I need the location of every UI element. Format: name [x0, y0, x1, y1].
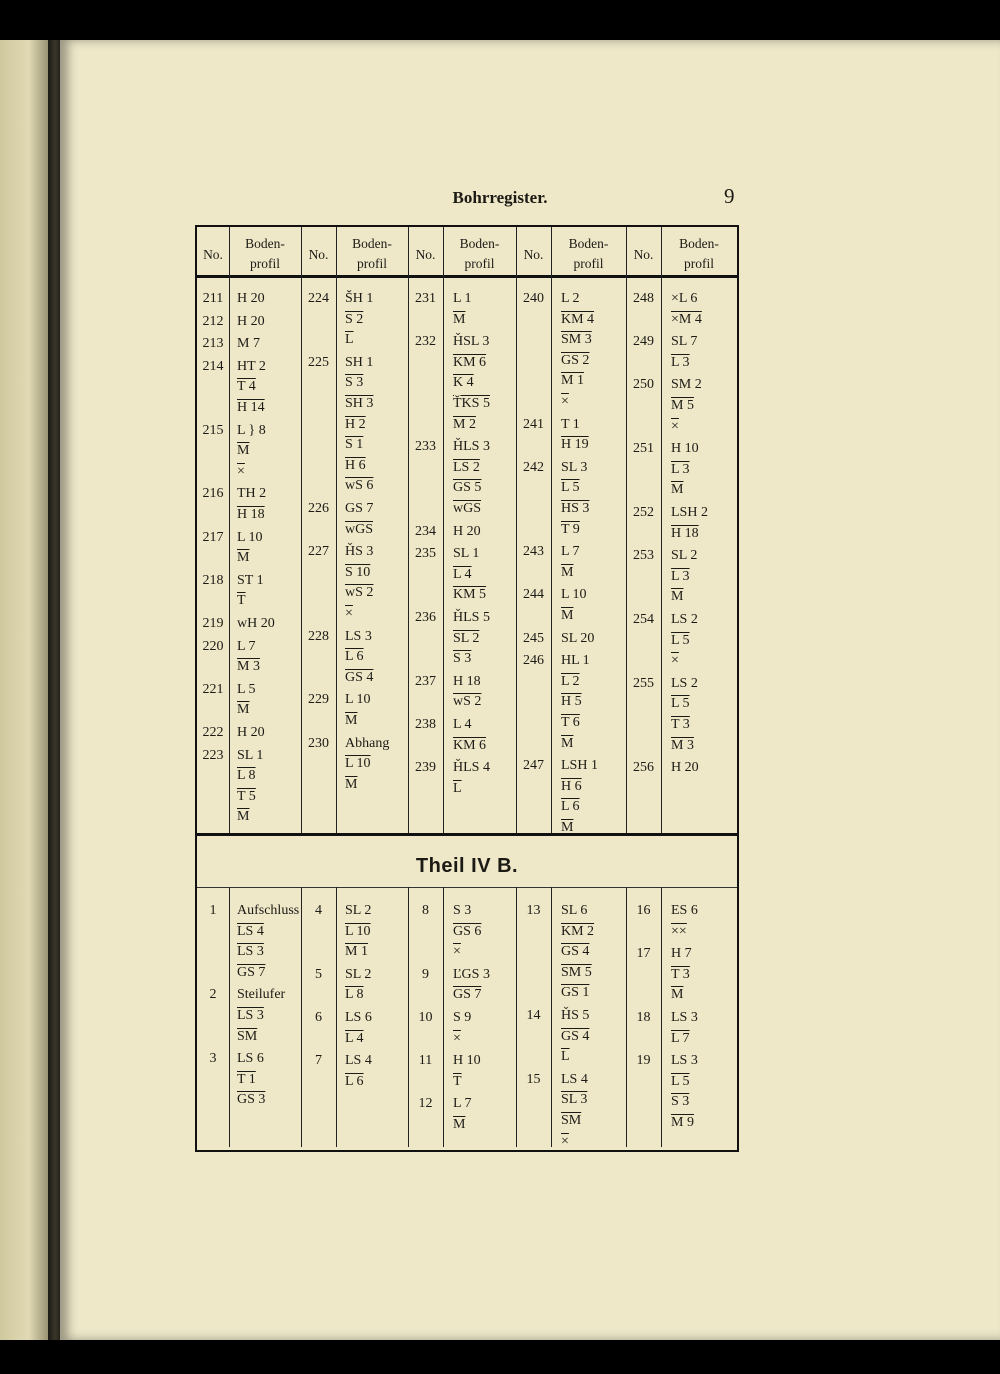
soil-layer: T 4: [237, 379, 256, 395]
soil-layer: GS 3: [237, 1092, 266, 1108]
soil-layer: H 14: [237, 400, 265, 415]
soil-layer: wH 20: [237, 616, 275, 631]
header-no: No.: [523, 247, 544, 262]
entry-number: 254: [633, 612, 654, 627]
soil-layer: SL 2: [671, 548, 698, 564]
soil-layer: HT 2: [237, 358, 266, 374]
entry-number: 233: [415, 439, 436, 455]
soil-layer: L 4: [345, 1030, 364, 1046]
soil-layer: S 3: [453, 651, 472, 667]
column-rule: [443, 887, 444, 1147]
soil-layer: L 2: [561, 673, 580, 689]
soil-layer: LS 3: [671, 1053, 698, 1069]
entry-number: 229: [308, 692, 329, 708]
soil-layer: $\overline{M}$: [561, 735, 574, 751]
section-rule-top: [197, 833, 737, 836]
entry-number: 251: [633, 441, 654, 457]
soil-layer: M 1: [561, 373, 584, 389]
soil-layer: ×: [561, 394, 569, 409]
soil-layer: SH 3: [345, 396, 374, 411]
entry-number: 232: [415, 334, 436, 350]
soil-layer: LS 4: [345, 1053, 372, 1069]
column-rule: [551, 227, 552, 833]
soil-layer: GS 7: [237, 964, 266, 980]
section-rule-bottom: [197, 887, 737, 888]
soil-layer: H 20: [237, 291, 265, 306]
entry-number: 211: [202, 291, 224, 306]
section-heading: Theil IV B.: [415, 855, 519, 877]
soil-layer: SM 2: [671, 377, 702, 393]
soil-layer: ×: [671, 653, 679, 669]
entry-number: 241: [523, 416, 544, 432]
header-no: No.: [633, 247, 654, 262]
soil-layer: GS 6: [453, 923, 482, 939]
soil-layer: LSH 1: [561, 758, 598, 774]
soil-layer: L 5: [671, 632, 690, 648]
soil-layer: ×: [453, 1030, 461, 1046]
entry-number: 255: [633, 675, 654, 691]
soil-layer: ȞLS 4: [453, 760, 490, 776]
soil-layer: L 7: [561, 544, 580, 560]
soil-layer: GS 4: [345, 669, 374, 685]
soil-layer: $\overline{M}$: [671, 987, 684, 1003]
soil-layer: Aufschluss: [237, 903, 300, 918]
column-rule: [661, 227, 662, 833]
soil-layer: LS 6: [237, 1051, 264, 1067]
entry-number: 15: [526, 1071, 541, 1087]
soil-layer: KM 2: [561, 923, 595, 939]
entry-number: 12: [418, 1096, 433, 1112]
soil-layer: $\overline{M}$: [561, 564, 574, 580]
entry-number: 10: [418, 1010, 433, 1025]
entry-number: 11: [418, 1053, 433, 1069]
entry-number: 7: [315, 1053, 322, 1069]
soil-layer: SM 3: [561, 332, 592, 348]
soil-layer: ȞLS 3: [453, 439, 490, 455]
soil-layer: $\overline{SM}$: [561, 1113, 582, 1128]
soil-layer: LS 4: [561, 1071, 588, 1087]
soil-layer: ȞS 3: [345, 544, 374, 560]
soil-layer: S 2: [345, 311, 364, 327]
header-no: No.: [415, 247, 436, 262]
soil-layer: L 7: [453, 1096, 472, 1112]
header-bodenprofil: Boden- profil: [568, 236, 609, 271]
entry-number: 226: [308, 501, 329, 516]
soil-layer: $\overline{M}$: [345, 776, 358, 792]
soil-layer: LS 6: [345, 1010, 372, 1025]
soil-layer: H 20: [453, 523, 481, 539]
soil-layer: H 5: [561, 694, 582, 710]
soil-layer: L 10: [345, 756, 371, 772]
column-rule: [516, 887, 517, 1147]
page-number: 9: [724, 184, 735, 208]
soil-layer: L 4: [453, 566, 472, 582]
soil-layer: GS 7: [345, 501, 374, 516]
column-rule: [301, 887, 302, 1147]
entry-number: 18: [636, 1010, 651, 1025]
header-bodenprofil: Boden- profil: [245, 236, 285, 271]
header-bodenprofil: Boden- profil: [679, 236, 719, 271]
soil-layer: $\overline{M}$: [237, 702, 250, 718]
soil-layer: M 9: [671, 1115, 694, 1130]
soil-layer: T 3: [671, 717, 690, 732]
soil-layer: $\overline{M}$: [671, 589, 684, 605]
soil-layer: ŤKS 5: [453, 396, 490, 411]
header-rule: [197, 275, 737, 278]
entry-number: 242: [523, 459, 544, 475]
entry-number: 9: [422, 966, 429, 982]
soil-layer: SL 3: [561, 1092, 588, 1108]
soil-layer: $\overline{M}$: [237, 550, 250, 566]
entry-number: 6: [315, 1010, 322, 1025]
header-no: No.: [308, 247, 329, 262]
soil-layer: L 6: [561, 799, 580, 815]
column-rule: [626, 887, 627, 1147]
soil-layer: H 19: [561, 437, 589, 453]
entry-number: 248: [633, 291, 654, 306]
entry-number: 256: [633, 760, 654, 776]
entry-number: 215: [202, 422, 224, 438]
soil-layer: L 7: [237, 638, 256, 654]
soil-layer: SL 1: [453, 546, 480, 562]
soil-layer: L 8: [345, 987, 364, 1003]
soil-layer: M 5: [671, 398, 694, 413]
soil-layer: ×: [237, 463, 245, 479]
soil-layer: wS 2: [345, 585, 374, 601]
soil-layer: L 8: [237, 768, 256, 784]
facing-page-edge: [0, 40, 48, 1340]
entry-number: 220: [202, 638, 224, 654]
soil-layer: SL 2: [453, 630, 480, 646]
soil-layer: GS 5: [453, 480, 482, 496]
entry-number: 213: [202, 336, 224, 352]
entry-number: 234: [415, 523, 436, 539]
soil-layer: L 6: [345, 1073, 364, 1089]
soil-layer: $\overline{M}$: [345, 713, 358, 728]
soil-layer: L 10: [237, 529, 263, 545]
soil-layer: L 2: [561, 291, 580, 306]
entry-number: 228: [308, 628, 329, 644]
soil-layer: L 1: [453, 291, 472, 306]
soil-layer: KM 5: [453, 587, 487, 603]
soil-layer: ×: [345, 606, 353, 621]
soil-layer: SM 5: [561, 964, 592, 980]
column-rule: [229, 887, 230, 1147]
soil-layer: L 7: [671, 1030, 690, 1046]
soil-layer: ŠH 1: [345, 291, 374, 306]
soil-layer: SL 1: [237, 747, 264, 763]
soil-layer: H 6: [561, 778, 582, 794]
entry-number: 238: [415, 717, 436, 732]
soil-layer: H 20: [671, 760, 699, 776]
entry-number: 4: [315, 903, 322, 918]
soil-layer: T 5: [237, 788, 256, 804]
column-rule: [626, 227, 627, 833]
soil-layer: SL 2: [345, 903, 372, 918]
soil-layer: SL 20: [561, 630, 595, 646]
column-rule: [229, 227, 230, 833]
soil-layer: $\overline{L}$: [453, 780, 462, 796]
entry-number: 5: [315, 966, 322, 982]
soil-layer: M 1: [345, 944, 368, 960]
entry-number: 1: [209, 903, 217, 918]
soil-layer: $\overline{T}$: [237, 593, 246, 609]
entry-number: 227: [308, 544, 329, 560]
soil-layer: ES 6: [671, 903, 698, 918]
soil-layer: H 10: [453, 1053, 481, 1069]
soil-layer: T 1: [561, 416, 580, 432]
soil-layer: LS 2: [671, 675, 698, 691]
column-rule: [336, 227, 337, 833]
soil-layer: $\overline{wGS}$: [453, 501, 482, 516]
soil-layer: L 3: [671, 354, 690, 370]
soil-layer: KM 4: [561, 311, 595, 327]
soil-layer: H 20: [237, 313, 265, 329]
soil-layer: $\overline{M}$: [671, 482, 684, 498]
soil-layer: ××: [671, 923, 687, 939]
soil-layer: $\overline{M}$: [453, 311, 466, 327]
soil-layer: GS 4: [561, 1028, 590, 1044]
entry-number: 243: [523, 544, 544, 560]
soil-layer: ȞS 5: [561, 1008, 590, 1023]
entry-number: 235: [415, 546, 436, 562]
entry-number: 223: [202, 747, 224, 763]
soil-layer: $\overline{M}$: [237, 443, 250, 459]
soil-layer: H 18: [671, 525, 699, 541]
entry-number: 250: [633, 377, 654, 393]
soil-layer: LS 3: [345, 628, 372, 644]
soil-layer: GS 2: [561, 352, 590, 368]
soil-layer: $\overline{SM}$: [237, 1028, 258, 1044]
header-bodenprofil: Boden- profil: [352, 236, 392, 271]
soil-layer: H 7: [671, 946, 692, 962]
soil-layer: H 6: [345, 457, 366, 473]
soil-layer: T 6: [561, 715, 580, 730]
soil-layer: ×L 6: [671, 291, 698, 306]
soil-layer: SL 2: [345, 966, 372, 982]
entry-number: 253: [633, 548, 654, 564]
entry-number: 247: [523, 758, 544, 774]
soil-layer: L 3: [671, 568, 690, 584]
soil-layer: $\overline{M}$: [453, 1117, 466, 1132]
entry-number: 236: [415, 610, 436, 625]
soil-layer: L 5: [671, 1073, 690, 1089]
entry-number: 221: [202, 681, 224, 697]
soil-layer: L 5: [671, 696, 690, 712]
soil-layer: M 7: [237, 336, 260, 352]
soil-layer: L 10: [345, 923, 371, 939]
column-rule: [408, 227, 409, 833]
soil-layer: LS 3: [237, 944, 264, 960]
entry-number: 245: [523, 630, 544, 646]
borehole-register-table: [195, 225, 739, 1152]
entry-number: 218: [202, 572, 224, 588]
soil-layer: $\overline{wGS}$: [345, 521, 374, 537]
soil-layer: T 1: [237, 1071, 256, 1087]
header-bodenprofil: Boden- profil: [459, 236, 500, 271]
soil-layer: T 3: [671, 966, 690, 982]
entry-number: 244: [523, 587, 544, 603]
soil-layer: L } 8: [237, 422, 266, 438]
soil-layer: L 10: [561, 587, 587, 603]
soil-layer: L 3: [671, 461, 690, 477]
entry-number: 219: [202, 616, 224, 631]
soil-layer: Abhang: [345, 735, 390, 751]
entry-number: 237: [415, 673, 436, 689]
soil-layer: $\overline{M}$: [237, 809, 250, 825]
soil-layer: H 2: [345, 416, 366, 432]
soil-layer: LS 2: [671, 612, 698, 627]
soil-layer: $\overline{M}$: [561, 608, 574, 623]
entry-number: 3: [209, 1051, 217, 1067]
soil-layer: $\overline{M}$: [561, 820, 574, 835]
entry-number: 222: [202, 725, 224, 740]
soil-layer: HS 3: [561, 501, 590, 516]
soil-layer: LS 3: [671, 1010, 698, 1025]
column-rule: [301, 227, 302, 833]
entry-number: 252: [633, 505, 654, 520]
soil-layer: HL 1: [561, 653, 590, 669]
entry-number: 2: [209, 987, 217, 1003]
entry-number: 216: [202, 486, 224, 502]
soil-layer: ĽGS 3: [453, 966, 490, 982]
soil-layer: M 2: [453, 416, 476, 432]
soil-layer: LSH 2: [671, 505, 708, 520]
soil-layer: ST 1: [237, 572, 264, 588]
soil-layer: S 3: [671, 1094, 690, 1110]
column-rule: [551, 887, 552, 1147]
entry-number: 13: [526, 903, 541, 918]
entry-number: 17: [636, 946, 651, 962]
soil-layer: wS 2: [453, 694, 482, 710]
soil-layer: S 9: [453, 1010, 472, 1025]
column-rule: [336, 887, 337, 1147]
entry-number: 230: [308, 735, 329, 751]
soil-layer: GS 7: [453, 987, 482, 1003]
soil-layer: L 4: [453, 717, 472, 732]
soil-layer: ×: [453, 944, 461, 960]
soil-layer: L 10: [345, 692, 371, 708]
soil-layer: H 10: [671, 441, 699, 457]
running-title: Bohrregister.: [452, 188, 548, 207]
soil-layer: K 4: [453, 375, 474, 391]
column-rule: [408, 887, 409, 1147]
soil-layer: LS 4: [237, 923, 264, 939]
entry-number: 225: [308, 354, 329, 370]
entry-number: 240: [523, 291, 544, 306]
soil-layer: SL 6: [561, 903, 588, 918]
soil-layer: H 18: [237, 507, 265, 522]
soil-layer: T 9: [561, 521, 580, 537]
entry-number: 224: [308, 291, 329, 306]
column-rule: [516, 227, 517, 833]
soil-layer: ȞSL 3: [453, 334, 490, 350]
soil-layer: $\overline{L}$: [345, 332, 354, 348]
soil-layer: $\overline{L}$: [561, 1049, 570, 1065]
entry-number: 212: [202, 313, 224, 329]
soil-layer: GS 4: [561, 944, 590, 960]
soil-layer: S 3: [453, 903, 472, 918]
soil-layer: Steilufer: [237, 987, 286, 1003]
entry-number: 214: [202, 358, 224, 374]
soil-layer: TH 2: [237, 486, 267, 502]
soil-layer: wS 6: [345, 478, 374, 494]
soil-layer: GS 1: [561, 985, 590, 1001]
entry-number: 16: [636, 903, 651, 918]
soil-layer: ×: [561, 1133, 569, 1149]
soil-layer: KM 6: [453, 737, 487, 753]
soil-layer: KM 6: [453, 354, 487, 370]
header-no: No.: [203, 247, 223, 262]
entry-number: 14: [526, 1008, 541, 1023]
soil-layer: $\overline{T}$: [453, 1073, 462, 1089]
soil-layer: L 6: [345, 649, 364, 665]
entry-number: 239: [415, 760, 436, 776]
entry-number: 19: [636, 1053, 651, 1069]
soil-layer: S 10: [345, 564, 371, 580]
entry-number: 246: [523, 653, 544, 669]
soil-layer: SH 1: [345, 354, 374, 370]
soil-layer: S 3: [345, 375, 364, 391]
entry-number: 8: [422, 903, 429, 918]
soil-layer: M 3: [237, 659, 260, 675]
soil-layer: LS 3: [237, 1008, 264, 1023]
entry-number: 249: [633, 334, 654, 350]
soil-layer: H 20: [237, 725, 265, 740]
soil-layer: L 5: [237, 681, 256, 697]
entry-number: 217: [202, 529, 224, 545]
entry-number: 231: [415, 291, 436, 306]
soil-layer: S 1: [345, 437, 364, 453]
soil-layer: SL 3: [561, 459, 588, 475]
soil-layer: M 3: [671, 737, 694, 753]
soil-layer: ȞLS 5: [453, 610, 490, 625]
column-rule: [443, 227, 444, 833]
soil-layer: L 5: [561, 480, 580, 496]
soil-layer: ×: [671, 418, 679, 434]
soil-layer: H 18: [453, 673, 481, 689]
column-rule: [661, 887, 662, 1147]
soil-layer: SL 7: [671, 334, 698, 350]
soil-layer: LS 2: [453, 459, 480, 475]
soil-layer: ×M 4: [671, 311, 702, 327]
